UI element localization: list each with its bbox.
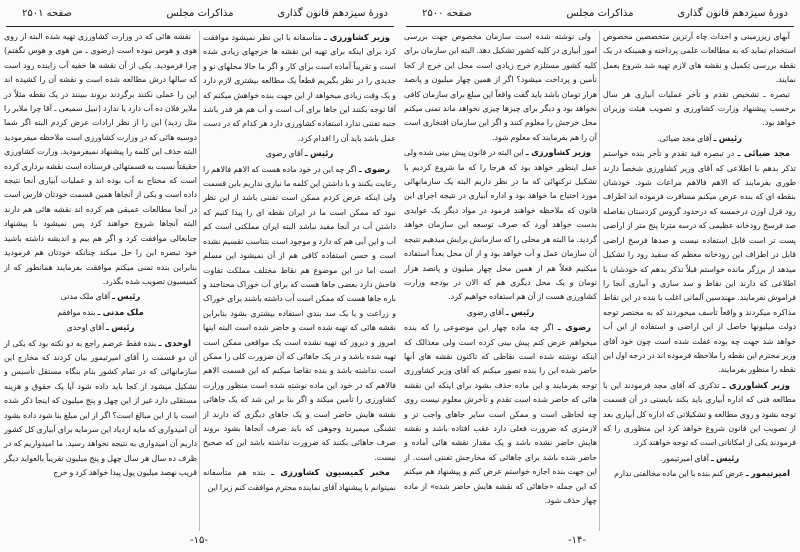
text-column [203,30,396,495]
text-paragraph [404,30,597,145]
page-number-label: صفحه ۲۵۰۰ [422,8,473,19]
speech-paragraph [203,162,396,466]
speaker-name: رضوی ـ [557,322,591,333]
paragraph-text: بنده هم متأسفانه نمیتوانم با پیشنهاد آقای نماینده محترم موافقت کنم زیرا این [203,468,396,492]
paragraph-text: آبهای زیرزمینی و احداث چاه آرتزین متخصصین مخصوص استخدام نماید که به مطالعات علمی پرداخته و همینکه در یک نقطه بررسی تکمیل و نقشه های لازم تهیه شد شروع بعمل نمایند. [603,32,796,85]
speech-paragraph [203,30,396,146]
column-divider [599,31,600,531]
speech-paragraph [603,378,796,451]
paragraph-text: نقشه هائی که در وزارت کشاورزی تهیه شده البته از روی هوی و هوس نبوده است (رضوی ـ من هوی و هوس نگفتم) چرا فرمودید. یکی از آن نقشه ها خفیه آب زاینده رود است که سالها درش مطالعه شده است و نقشه آن را کشیده اند این را عملی نکنند برگردند بروند ببینند در یک نقطه مثلاً در ملایر فلان ده آب دارد یا ندارد (نبیل سمیعی ـ آقا چرا ملایر را مثل زدید) این را از نظر ارادات عرض کردم البته اگر شما دوسیه هائی که در وزارت کشاورزی است ملاحظه میفرمودید البته حذف این کلمه را پیشنهاد نمیفرمودید. وزارت کشاورزی حقیقتاً نسبت به قسمتهائی فرستاده است نقشه برداری کرده است که محتاج به آب بوده اند و عملیات آبیاری آنجا نتیجه داده است و یکی از آنجاها همین قسمت خودتان فارس است در آنجا مطالعات عمیقی هم کرده اند نقشه هائی هم دارند البته آنجاها شروع خواهند کرد پس نمیشود با پیشنهاد جنابعالی موافقت کرد و اگر هم بیم و اندیشه داشته باشید خود تبصره این را حل میکند چنانکه خودتان هم فرمودید بنابراین بنده تمنی میکنم موافقت بفرمایند همانطور که از کمیسیون تصویب شده بگذرد. [4,32,197,286]
publication-title: مذاکرات مجلس [566,8,634,19]
paragraph-text: در تبصره قید تقدم و تأخر بنده خواستم تذکر بدهم با اطلاعی که آقای وزیر کشاورزی شخصاً دارند طوری بفرمایند که الاهم فالاهم مراعات شود. خودشان بنقطه ای که بنده عرض میکنم مسافرت فرموده اند اطراف رود قزل اوزن درخمسه که درحدود گروس کردستان بفاصله صد فرسخ رودخانه عظیمی که درسه مترتا پنج متر از اراضی پست تر است قابل استفاده نیست و صدها فرسخ اراضی قابل در اطراف این رودخانه معظم که سفید رود را تشکیل میدهد از برزگر مانده خواستم قبلاً تذکر بدهم که خودشان با اطلاعی که دارند این نقاط و سد سازی و آبیاری آنجا را فراموش نفرمایند. مهندسین آلمانی اغلب با بنده در این نقاط مذاکره میکردند و واقعاً تأسف میخوردند که به مختصر توجه دولت میلیونها حاصل از این اراضی و استفاده از این آب خواهد شد جهت چه بوده غفلت شده است چون خود آقای وزیر محترم این نقطه را ملاحظه فرموده اند در درجه اول این نقطه را منظور بفرمایند. [603,149,796,375]
paragraph-text: آقای رضوی [466,307,504,317]
speech-paragraph [203,465,396,495]
speech-paragraph [404,145,597,304]
speech-paragraph [404,305,597,320]
paragraph-text: آقای امیرتیمور. [659,453,709,463]
text-column [603,30,796,482]
speaker-name: امیرتیمور ـ [745,468,790,479]
paragraph-text: آقای مجد ضیائی. [657,133,712,143]
paragraph-text: اگر چه ماده چهار این موضوعی را که بنده میخواهم عرض کنم پیش بینی کرده است ولی معذالک که اینکه نوشته شده است نقاطی که تاکنون نقشه های آنها حاضر شده این را بنده تصور میکنم که آقای وزیر کشاورزی توجه بفرمایند و این ماده حذف بشود برای اینکه این نقشه هائی که حاضر شده است تقدم و تأخرش معلوم نیست روی چه لحاظی است و ممکن است سایر جاهای واجب تر و لازمتری که ضرورت فعلی دارد عقب افتاده باشد و نقشه هایش حاضر نشده باشد و یک مقدار نقشه هائی آماده و حاضر شده باشد برای جاهائی که مخارجش تفننی است. از این جهت بنده اجازه خواستم عرض کنم و پیشنهاد هم میکنم که این جمله «جاهائی که نقشه هایش حاضر شده» از ماده چهار حذف شود. [404,323,597,505]
speech-paragraph [404,320,597,508]
text-paragraph [603,88,796,131]
speech-paragraph [603,466,796,481]
speech-paragraph [603,146,796,378]
page-number-label: صفحه ۲۵۰۱ [22,8,73,19]
text-paragraph [4,30,197,289]
paragraph-text: تذکری که آقای مجد فرمودند این با مطالعه فنی که اداره آبیاری باید بکند بایستی در آن قسمت توجه بشود و روی مطالعه و تشکیلاتی که اداره کل آبیاری بعد از تصویب این قانون شروع خواهد کرد این منظوری را که فرمودند یکی از امکاناتی است که توجه خواهند کرد. [603,380,796,448]
speaker-name: رئیس ـ [713,132,742,143]
speaker-name: وزیر کشاورزی ـ [525,147,591,158]
paragraph-text: آقای ملک مدنی [60,292,111,302]
page-header [8,6,392,24]
publication-title: مذاکرات مجلس [166,8,234,19]
paragraph-text: متأسفانه با این نظر نمیشود موافقت کرد برای اینکه برای تهیه این نقشه ها خرجهای زیادی شده است و تقریباً آماده است برای کار و اگر ما حالا محلهای نو و جدیدی را در نظر بگیریم قطعاً یک مطالعه بیشتری لازم دارد و یک وقت زیادی میخواهد از این جهت بنده خواهش میکنم که آقا توجه بکنند این جاها برای آب است و آب هم هر قدر باشد جنبه تفننی ندارد استفاده کشاورزی دارد هر کدام که در دست عمل باشد باید آن را اقدام کرد. [203,33,396,143]
speaker-name: رئیس ـ [304,148,334,159]
speech-paragraph [603,131,796,146]
page-2500 [400,0,800,552]
session-title: دورهٔ سیزدهم قانون گذاری [277,8,388,19]
speech-paragraph [4,289,197,304]
session-title: دورهٔ سیزدهم قانون گذاری [677,8,788,19]
speaker-name: مخبر کمیسیون کشاورزی ـ [271,467,390,478]
speaker-name: وزیر کشاورزی ـ [323,32,391,42]
speech-paragraph [4,336,197,481]
speaker-name: مجد ضیائی ـ [737,148,790,159]
header-rule [406,26,794,27]
paragraph-text: اگر چه این در خود ماده هست که الاهم فالاهم را رعایت بکنند و با داشتن این کلمه ما نیازی نداریم باین قسمت ولی اینکه عرض کردم ممکن است تفننی باشد از این نظر نبود که ممکن است ما در ایران نقطه ای را پیدا کنیم که داشتن آب در آنجا مفید نباشد البته ایران مملکتی است کم آب و این آبی هم که دارد و موجود است بتناسب تقسیم نشده است و حسن استفاده کافی هم از آن نمیشود این مسلم است اما در این موضوع هم نقاط مختلف مملکت تفاوت فاحش دارد بعضی جاها هست که برای آب خوراک محتاجند و باره جاها هست که ممکن است آب داشته باشند برای خوراک و زراعت و با یک سد بندی استفاده بیشتری بشود بنابراین نقشه هائی که تهیه شده است و حاضر شده است البته اینها امروز و دیروز که تهیه نشده است یک مواقعی ممکن است تهیه شده باشد و در یک جاهائی که آن ضرورت کلی را ممکن است نداشته باشد و بنده تقاضا میکنم که این قسمت الاهم فالاهم که در خود این ماده نوشته شده است منظور وزارت کشاورزی را تأمین میکند و اگر بنا بر این شد که یک جاهائی نقشه هایش حاضر است و یک جاهای دیگری که دارند از تشنگی میمیرند وجوهی که باید صرف آنجاها بشود بروند صرف جاهائی بکنند که ضرورت نداشته باشد این که صحیح نیست. [203,164,396,462]
paragraph-text: عرض کنم بنده با این ماده مخالفتی ندارم [614,469,744,479]
page-footer-number: -۱۴- [568,535,586,546]
speaker-name: رئیس ـ [710,452,740,463]
speech-paragraph [4,305,197,320]
speaker-name: رئیس ـ [106,322,135,333]
speaker-name: وزیر کشاورزی ـ [722,379,790,390]
speaker-name: رئیس ـ [111,291,141,302]
paragraph-text: بنده فقط عرضم راجع به دو نکته بود که یکی از آن دو قسمت را آقای امیرتیمور بیان کردند که مخارج این سازمانهائی که در تمام کشور بنام بنگاه مستقل تأسیس و تشکیل میشود از کجا باید داده شود آیا یک حقوق و هزینه مستقلی دارد غیر از این چهل و پنج میلیون که اینجا ذکر شده است یا از این مبالغ است؟ اگر از این مبلغ بنا شود داده بشود آن امیدواری که مایه ازدیاد این سرمایه برای آبیاری کل کشور داریم آن امیدواری به نتیجه نخواهد رسید. ما امیدواریم که در ظرف ده سال هر سال چهل و پنج میلیون تقریباً بالعواید دیگر قریب نهصد میلیون پول پیدا خواهد کرد و خرج [4,338,197,478]
paragraph-text: آقای رضوی [265,149,303,159]
header-rule [6,26,394,27]
paragraph-text: بنده موافقم [57,307,96,317]
speaker-name: ملک مدنی ـ [97,306,144,317]
page-footer-number: -۱۵- [190,535,208,546]
speaker-name: اوحدی ـ [158,337,191,348]
paragraph-text: تبصره ـ تشخیص تقدم و تأخر عملیات آبیاری هر سال برحسب پیشنهاد وزارت کشاورزی و تصویب هیئت وزیران خواهد بود. [603,89,796,128]
column-divider [199,31,200,531]
speaker-name: رضوی ـ [358,163,390,174]
text-column [404,30,597,508]
text-column [4,30,197,481]
paragraph-text: ولی نوشته شده است سازمان مخصوص جهت بررسی امور آبیاری در کلیه کشور تشکیل دهد. البته این سازمان برای کلیه کشور مستلزم خرج زیادی است محل این خرج از کجا تأمین و پرداخت میشود؟ اگر از همین چهار میلیون و پانصد هزار تومان باشد باید گفت واقعاً این مبلغ برای سازمان کافی نخواهد بود و دیگر برای چیزها چیزی نخواهد ماند تمنی میکنم محل خرجش را معلوم کنند و اگر این سازمان افتخاری است آن را هم بفرمایند که معلوم شود. [404,32,597,142]
speech-paragraph [603,451,796,466]
page-header [408,6,792,24]
speech-paragraph [203,146,396,161]
speech-paragraph [4,320,197,335]
paragraph-text: این البته در قانون پیش بینی شده ولی عمل اینطور خواهد بود که هرجا را که ما شروع کردیم با تشکیل ترکنهائی که ما در نظر داریم البته یک سازمانهائی مورد احتیاج ما خواهد بود و اداره آبیاری در نتیجه اجرای این قانون که ملاحظه خواهند فرمود در مواد دیگر یک عوایدی بدست خواهد آورد که صرف توسعه این سازمان خواهد گردید. ما البته هر محلی را که سازمانش برایش میدهیم نتیجه آن سازمان عمل و آب خواهد بود و از آن محل بعداً استفاده میکنیم فعلاً هم از همین محل چهار میلیون و پانصد هزار تومان و یک محل دیگری هم که الان در بودجه وزارت کشاورزی هست از آن هم استفاده خواهیم کرد. [404,148,597,302]
speaker-name: رئیس ـ [505,306,535,317]
paragraph-text: آقای اوحدی [66,323,105,333]
text-paragraph [603,30,796,88]
